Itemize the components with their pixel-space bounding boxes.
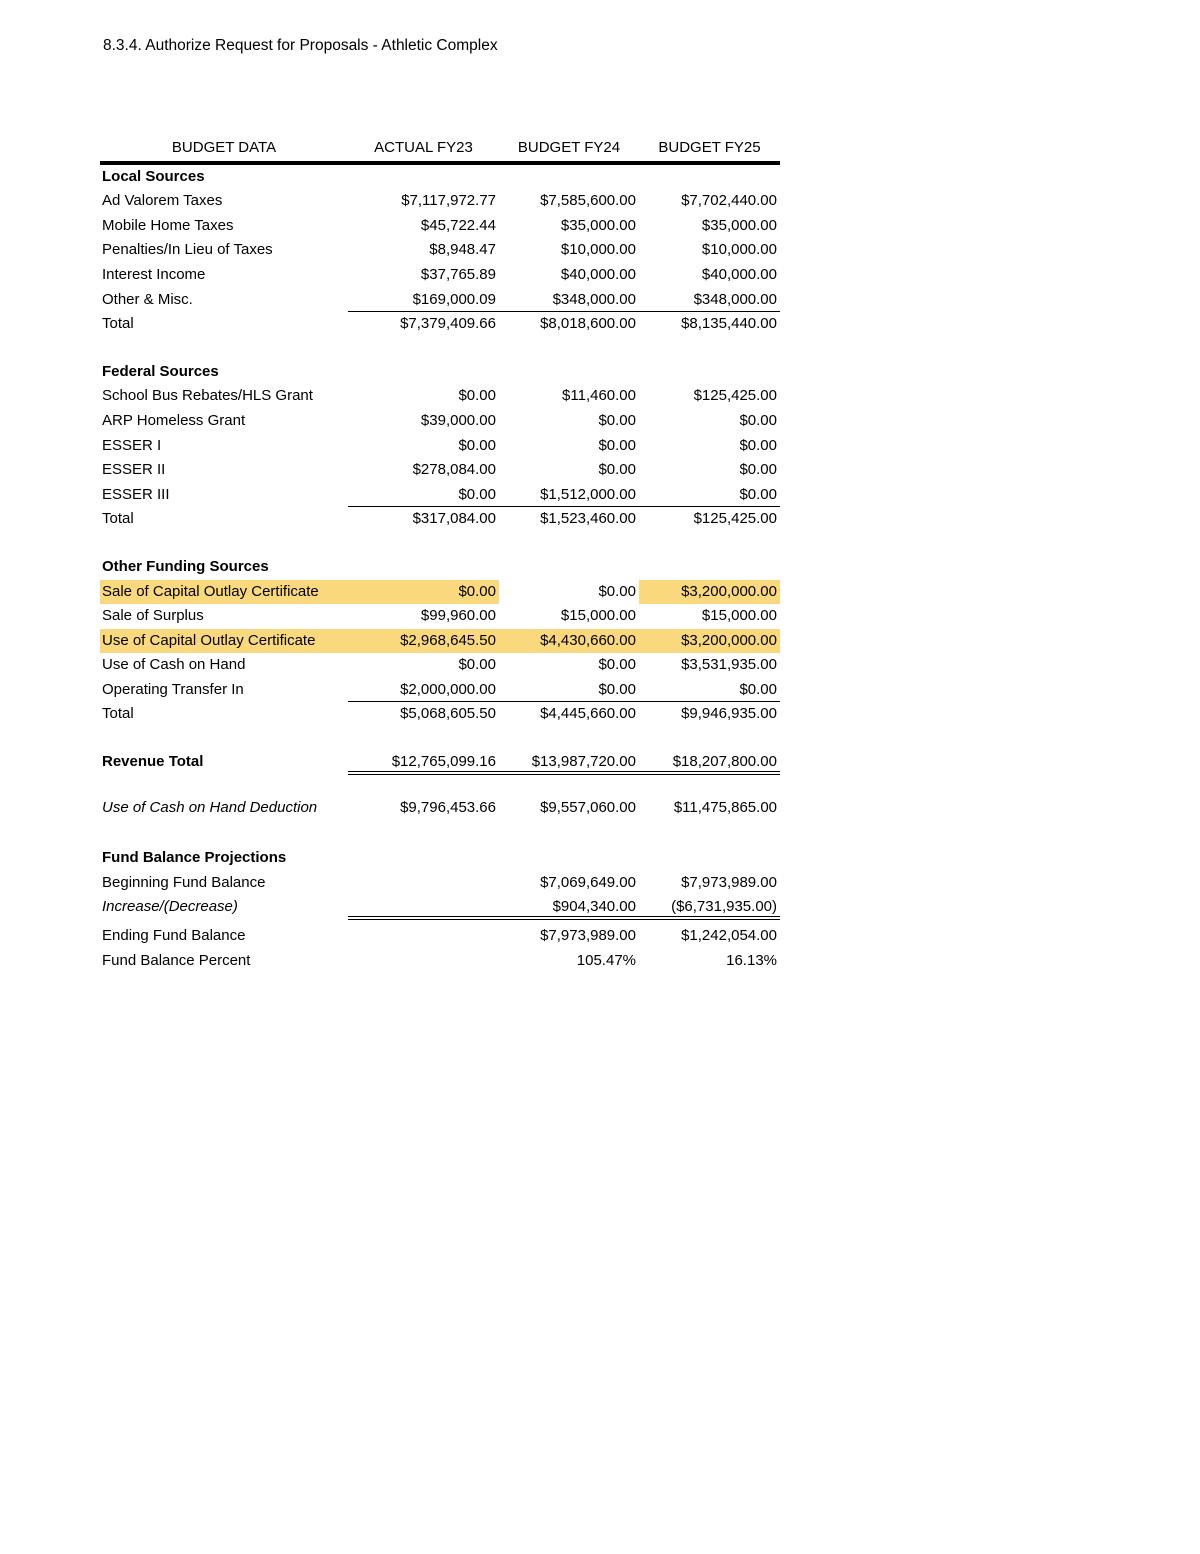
cell-actual-fy23: $7,379,409.66 [400,315,496,333]
cell-actual-fy23 [348,949,499,974]
table-row [100,580,780,605]
cell-budget-fy24: $0.00 [598,411,636,429]
row-label: Other Funding Sources [102,557,269,575]
table-row [100,629,780,654]
table-row [100,507,780,532]
row-label: Fund Balance Projections [102,849,287,867]
table-header-row [100,136,780,165]
table-row [100,949,780,974]
row-label: Operating Transfer In [102,680,244,698]
cell-budget-fy24: $9,557,060.00 [540,798,636,816]
row-label: Revenue Total [102,753,204,771]
cell-budget-fy24: $11,460.00 [562,387,636,405]
cell-budget-fy25: $0.00 [739,436,777,454]
section-header-row [100,360,780,385]
cell-budget-fy24: $10,000.00 [560,241,636,259]
cell-budget-fy25: $0.00 [639,678,780,703]
row-label: Fund Balance Percent [102,951,251,969]
row-label: Total [102,705,134,723]
row-label: Beginning Fund Balance [102,873,266,891]
cell-actual-fy23: $0.00 [458,387,496,405]
cell-budget-fy25: $8,135,440.00 [681,315,777,333]
row-label: Use of Cash on Hand [102,656,246,674]
cell-budget-fy25: $18,207,800.00 [639,750,780,775]
cell-budget-fy25: $3,200,000.00 [639,629,780,654]
table-row [100,604,780,629]
table-row [100,409,780,434]
table-row [100,750,780,775]
table-row [100,924,780,949]
row-label: Federal Sources [102,362,219,380]
row-label: Increase/(Decrease) [102,898,238,916]
table-row [100,702,780,727]
cell-budget-fy24: 105.47% [576,951,636,969]
page-title: 8.3.4. Authorize Request for Proposals - Athletic Complex [103,37,498,54]
table-row [100,458,780,483]
row-label: Other & Misc. [102,290,193,308]
cell-budget-fy25 [639,555,780,580]
cell-budget-fy24 [499,360,639,385]
row-label: Ad Valorem Taxes [102,192,223,210]
table-row [100,895,780,920]
cell-budget-fy25: $125,425.00 [693,387,777,405]
row-label: Sale of Capital Outlay Certificate [100,580,348,605]
row-label: Total [102,510,134,528]
cell-budget-fy24: $7,069,649.00 [540,873,636,891]
row-spacer [100,727,780,750]
cell-actual-fy23 [348,846,499,871]
table-row [100,434,780,459]
cell-budget-fy24: $40,000.00 [560,265,636,283]
table-row [100,384,780,409]
cell-actual-fy23 [348,360,499,385]
row-label: Use of Capital Outlay Certificate [100,629,348,654]
budget-table-body [100,165,780,974]
cell-budget-fy25: $348,000.00 [639,288,780,313]
row-spacer [100,532,780,555]
cell-budget-fy24: $7,585,600.00 [540,192,636,210]
cell-actual-fy23: $0.00 [348,580,499,605]
cell-actual-fy23: $317,084.00 [412,510,496,528]
cell-actual-fy23 [348,895,499,920]
table-row [100,214,780,239]
cell-budget-fy25: 16.13% [726,951,777,969]
cell-budget-fy25: $7,973,989.00 [681,873,777,891]
cell-budget-fy25: $11,475,865.00 [673,798,777,816]
table-row [100,796,780,821]
cell-actual-fy23: $2,000,000.00 [348,678,499,703]
table-row [100,483,780,508]
table-row [100,189,780,214]
cell-budget-fy24: $904,340.00 [499,895,639,920]
cell-budget-fy24 [499,846,639,871]
row-label: Local Sources [102,167,205,185]
budget-table [100,136,780,973]
cell-budget-fy24: $0.00 [598,461,636,479]
cell-budget-fy25: $3,200,000.00 [639,580,780,605]
cell-actual-fy23: $99,960.00 [420,607,496,625]
table-row [100,312,780,337]
cell-actual-fy23: $8,948.47 [429,241,496,259]
row-label: Use of Cash on Hand Deduction [102,798,318,816]
cell-budget-fy24: $1,523,460.00 [540,510,636,528]
row-spacer [100,337,780,360]
cell-actual-fy23: $12,765,099.16 [348,750,499,775]
cell-budget-fy24: $348,000.00 [499,288,639,313]
cell-budget-fy25: ($6,731,935.00) [639,895,780,920]
row-label: Mobile Home Taxes [102,216,234,234]
cell-budget-fy24 [499,555,639,580]
column-header-actual-fy23: ACTUAL FY23 [374,139,473,156]
table-row [100,871,780,896]
cell-budget-fy24: $7,973,989.00 [540,927,636,945]
cell-actual-fy23 [348,924,499,949]
table-row [100,238,780,263]
cell-budget-fy24: $13,987,720.00 [499,750,639,775]
cell-budget-fy24: $35,000.00 [560,216,636,234]
cell-budget-fy24: $4,445,660.00 [540,705,636,723]
cell-actual-fy23: $39,000.00 [420,411,496,429]
row-label: ESSER I [102,436,162,454]
cell-actual-fy23: $0.00 [458,656,496,674]
section-header-row [100,165,780,190]
cell-actual-fy23: $278,084.00 [412,461,496,479]
row-label: Sale of Surplus [102,607,204,625]
cell-actual-fy23: $0.00 [348,483,499,508]
cell-budget-fy25 [639,165,780,190]
cell-actual-fy23: $9,796,453.66 [400,798,496,816]
cell-budget-fy25 [639,846,780,871]
row-spacer [100,775,780,796]
row-label: Total [102,315,134,333]
cell-actual-fy23: $45,722.44 [420,216,496,234]
cell-budget-fy25: $40,000.00 [701,265,777,283]
table-row [100,263,780,288]
section-header-row [100,846,780,871]
cell-actual-fy23: $169,000.09 [348,288,499,313]
row-label: ESSER III [102,485,170,503]
cell-budget-fy24: $4,430,660.00 [499,629,639,654]
row-label: Penalties/In Lieu of Taxes [102,241,273,259]
table-row [100,653,780,678]
row-spacer [100,820,780,846]
cell-budget-fy24: $0.00 [499,678,639,703]
cell-actual-fy23: $0.00 [458,436,496,454]
cell-budget-fy24: $0.00 [598,582,636,600]
cell-budget-fy25: $125,425.00 [693,510,777,528]
section-header-row [100,555,780,580]
cell-budget-fy25: $0.00 [639,483,780,508]
table-row [100,288,780,313]
column-header-budget-data: BUDGET DATA [171,139,277,156]
cell-budget-fy25: $35,000.00 [701,216,777,234]
row-label: Interest Income [102,265,206,283]
table-row [100,678,780,703]
cell-budget-fy25: $10,000.00 [701,241,777,259]
cell-actual-fy23 [348,165,499,190]
row-label: ARP Homeless Grant [102,411,246,429]
cell-budget-fy25: $15,000.00 [701,607,777,625]
cell-budget-fy24 [499,165,639,190]
cell-budget-fy25: $1,242,054.00 [681,927,777,945]
cell-actual-fy23 [348,555,499,580]
cell-budget-fy25 [639,360,780,385]
cell-actual-fy23 [348,871,499,896]
cell-actual-fy23: $5,068,605.50 [400,705,496,723]
cell-budget-fy24: $0.00 [598,656,636,674]
cell-budget-fy25: $3,531,935.00 [681,656,777,674]
cell-actual-fy23: $7,117,972.77 [401,192,496,210]
cell-budget-fy24: $8,018,600.00 [540,315,636,333]
cell-budget-fy25: $0.00 [739,411,777,429]
row-label: Ending Fund Balance [102,927,246,945]
cell-budget-fy25: $7,702,440.00 [681,192,777,210]
cell-actual-fy23: $37,765.89 [420,265,496,283]
cell-budget-fy24: $15,000.00 [560,607,636,625]
column-header-budget-fy24: BUDGET FY24 [517,139,621,156]
cell-budget-fy24: $1,512,000.00 [499,483,639,508]
cell-budget-fy24: $0.00 [598,436,636,454]
row-label: School Bus Rebates/HLS Grant [102,387,313,405]
cell-actual-fy23: $2,968,645.50 [348,629,499,654]
cell-budget-fy25: $9,946,935.00 [681,705,777,723]
column-header-budget-fy25: BUDGET FY25 [658,139,761,156]
row-label: ESSER II [102,461,166,479]
cell-budget-fy25: $0.00 [739,461,777,479]
